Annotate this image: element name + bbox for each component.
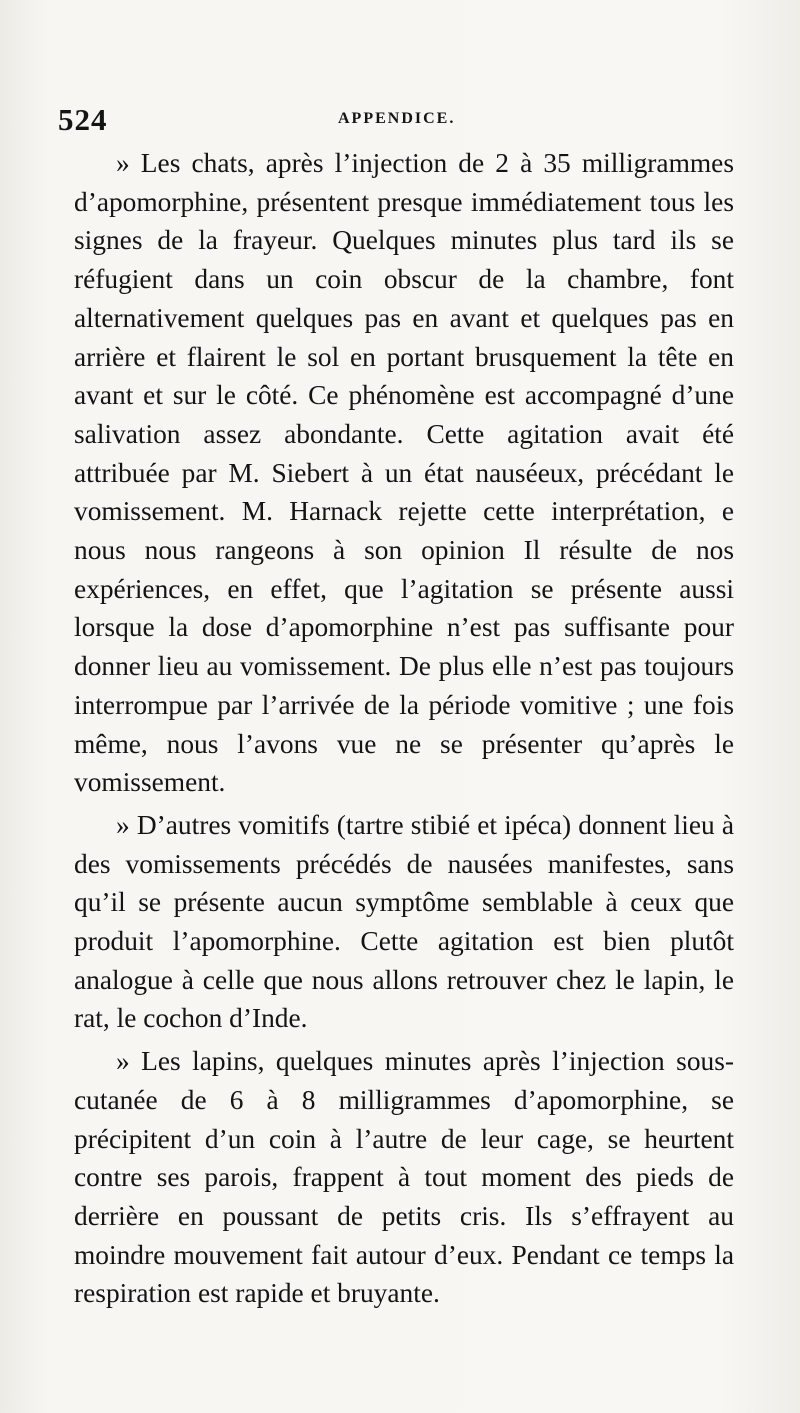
body-text — [74, 144, 734, 1313]
page-header — [58, 96, 748, 136]
paragraph-cats: » Les chats, après l’injection de 2 à 35 milligrammes d’apomorphine, présentent presque immédiatement tous les signes de la frayeur. Quelques minutes plus tard ils se réfugient dans un coin obscur de la chambre, font alternativement quelques pas en avant et quelques pas en arrière et flairent le sol en portant brusquement la tête en avant et sur le côté. Ce phénomène est accompagné d’une salivation assez abondante. Cette agitation avait été attribuée par M. Siebert à un état nauséeux, précédant le vomissement. M. Harnack rejette cette interprétation, e nous nous rangeons à son opinion Il résulte de nos expériences, en effet, que l’agitation se présente aussi lorsque la dose d’apomorphine n’est pas suffisante pour donner lieu au vomissement. De plus elle n’est pas toujours interrompue par l’arrivée de la période vomitive ; une fois même, nous l’avons vue ne se présenter qu’après le vomissement. — [74, 148, 734, 798]
paragraph-rabbits: » Les lapins, quelques minutes après l’injection sous-cutanée de 6 à 8 milligrammes d’apomorphine, se précipitent d’un coin à l’autre de leur cage, se heurtent contre ses parois, frappent à tout moment des pieds de derrière en poussant de petits cris. Ils s’effrayent au moindre mouvement fait autour d’eux. Pendant ce temps la respiration est rapide et bruyante. — [74, 1046, 734, 1309]
page-number: 524 — [58, 102, 108, 137]
paragraph-other-emetics: » D’autres vomitifs (tartre stibié et ipéca) donnent lieu à des vomissements précédés de nausées manifestes, sans qu’il se présente aucun symptôme semblable à ceux que produit l’apomorphine. Cette agitation est bien plutôt analogue à celle que nous allons retrouver chez le lapin, le rat, le cochon d’Inde. — [74, 809, 734, 1034]
running-head: APPENDICE. — [338, 110, 456, 127]
